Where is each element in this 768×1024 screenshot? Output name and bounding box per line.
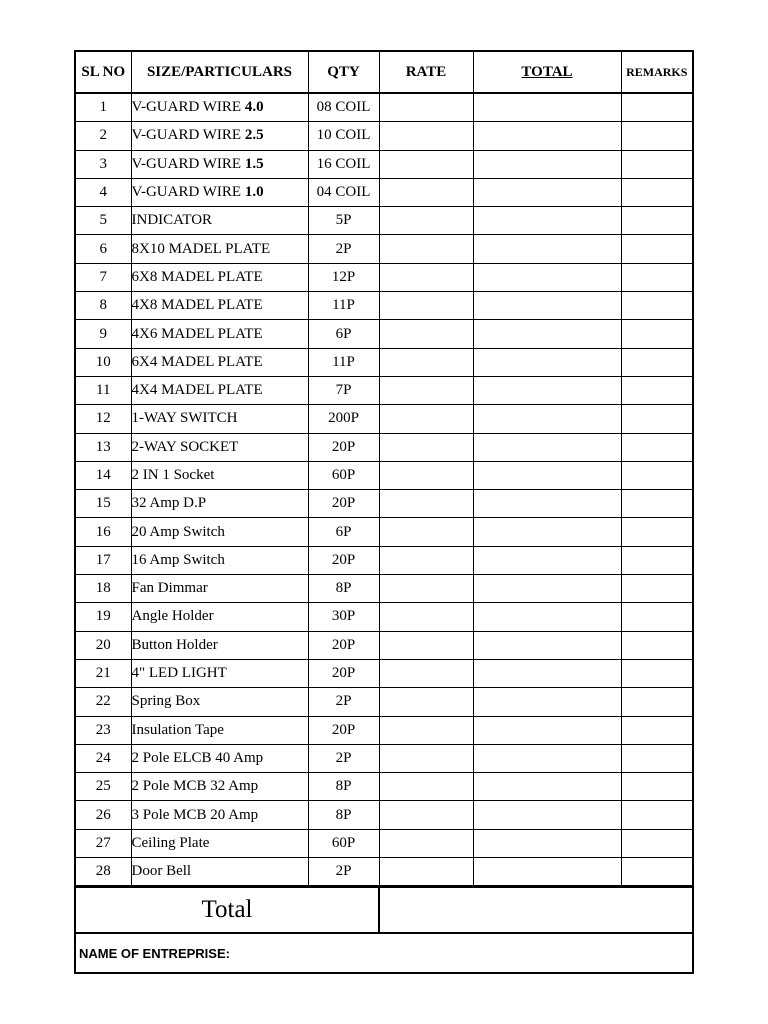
row-total[interactable] (473, 348, 621, 376)
table-row (75, 235, 693, 263)
item-name: 8X10 MADEL PLATE (131, 240, 271, 257)
row-sl-no: 26 (75, 801, 131, 829)
table-row (75, 178, 693, 206)
row-particulars (131, 631, 308, 659)
row-remarks[interactable] (621, 688, 693, 716)
row-sl-no: 21 (75, 659, 131, 687)
row-qty: 20P (308, 490, 379, 518)
row-rate[interactable] (379, 659, 473, 687)
row-particulars (131, 603, 308, 631)
row-particulars (131, 575, 308, 603)
row-total[interactable] (473, 93, 621, 122)
table-row (75, 603, 693, 631)
item-name: 4X4 MADEL PLATE (131, 382, 263, 399)
header-particulars: SIZE/PARTICULARS (131, 51, 308, 93)
row-particulars (131, 263, 308, 291)
row-total[interactable] (473, 263, 621, 291)
enterprise-name-field[interactable]: NAME OF ENTREPRISE: (75, 933, 693, 973)
row-particulars (131, 433, 308, 461)
row-particulars (131, 829, 308, 857)
row-particulars (131, 490, 308, 518)
item-name: V-GUARD WIRE (131, 99, 245, 116)
row-rate[interactable] (379, 801, 473, 829)
row-sl-no: 18 (75, 575, 131, 603)
row-rate[interactable] (379, 263, 473, 291)
row-sl-no: 7 (75, 263, 131, 291)
item-name: 6X4 MADEL PLATE (131, 353, 263, 370)
row-sl-no: 28 (75, 858, 131, 887)
item-name: Spring Box (131, 693, 201, 710)
enterprise-row (75, 933, 693, 973)
row-remarks[interactable] (621, 490, 693, 518)
table-row (75, 150, 693, 178)
total-label: Total (75, 887, 379, 933)
row-rate[interactable] (379, 376, 473, 404)
row-remarks[interactable] (621, 829, 693, 857)
row-sl-no: 1 (75, 93, 131, 122)
row-sl-no: 3 (75, 150, 131, 178)
item-name: 2 Pole ELCB 40 Amp (131, 749, 264, 766)
items-body (75, 93, 693, 886)
row-total[interactable] (473, 490, 621, 518)
table-row (75, 292, 693, 320)
row-remarks[interactable] (621, 744, 693, 772)
row-remarks[interactable] (621, 603, 693, 631)
row-total[interactable] (473, 546, 621, 574)
row-qty: 6P (308, 518, 379, 546)
row-qty: 8P (308, 773, 379, 801)
row-qty: 20P (308, 659, 379, 687)
row-rate[interactable] (379, 575, 473, 603)
row-sl-no: 20 (75, 631, 131, 659)
row-remarks[interactable] (621, 631, 693, 659)
row-qty: 200P (308, 405, 379, 433)
item-name: Angle Holder (131, 608, 214, 625)
row-qty: 7P (308, 376, 379, 404)
row-remarks[interactable] (621, 546, 693, 574)
row-particulars (131, 744, 308, 772)
row-remarks[interactable] (621, 461, 693, 489)
row-total[interactable] (473, 292, 621, 320)
row-rate[interactable] (379, 631, 473, 659)
row-particulars (131, 659, 308, 687)
item-name: 2-WAY SOCKET (131, 438, 239, 455)
item-name: V-GUARD WIRE (131, 155, 245, 172)
row-remarks[interactable] (621, 235, 693, 263)
item-name: Door Bell (131, 863, 192, 880)
row-remarks[interactable] (621, 716, 693, 744)
row-rate[interactable] (379, 716, 473, 744)
row-rate[interactable] (379, 433, 473, 461)
table-row (75, 518, 693, 546)
item-name: 4" LED LIGHT (131, 665, 227, 682)
row-qty: 20P (308, 546, 379, 574)
row-total[interactable] (473, 150, 621, 178)
table-row (75, 405, 693, 433)
row-qty: 60P (308, 461, 379, 489)
row-particulars (131, 207, 308, 235)
table-row (75, 716, 693, 744)
row-rate[interactable] (379, 292, 473, 320)
item-name: 3 Pole MCB 20 Amp (131, 806, 259, 823)
header-sl-no: SL NO (75, 51, 131, 93)
row-qty: 20P (308, 716, 379, 744)
row-particulars (131, 405, 308, 433)
row-rate[interactable] (379, 546, 473, 574)
row-remarks[interactable] (621, 122, 693, 150)
item-name: 20 Amp Switch (131, 523, 225, 540)
row-remarks[interactable] (621, 292, 693, 320)
item-name: 4X8 MADEL PLATE (131, 297, 263, 314)
row-remarks[interactable] (621, 376, 693, 404)
row-sl-no: 6 (75, 235, 131, 263)
row-total[interactable] (473, 716, 621, 744)
row-remarks[interactable] (621, 858, 693, 887)
item-name: 32 Amp D.P (131, 495, 207, 512)
row-sl-no: 5 (75, 207, 131, 235)
row-rate[interactable] (379, 490, 473, 518)
row-sl-no: 17 (75, 546, 131, 574)
row-remarks[interactable] (621, 207, 693, 235)
row-qty: 2P (308, 744, 379, 772)
row-qty: 11P (308, 292, 379, 320)
row-rate[interactable] (379, 122, 473, 150)
table-row (75, 490, 693, 518)
table-row (75, 688, 693, 716)
table-row (75, 773, 693, 801)
table-row (75, 461, 693, 489)
table-row (75, 207, 693, 235)
row-total[interactable] (473, 829, 621, 857)
row-remarks[interactable] (621, 178, 693, 206)
row-rate[interactable] (379, 829, 473, 857)
row-rate[interactable] (379, 207, 473, 235)
row-total[interactable] (473, 688, 621, 716)
row-remarks[interactable] (621, 93, 693, 122)
row-total[interactable] (473, 235, 621, 263)
row-particulars (131, 348, 308, 376)
row-qty: 5P (308, 207, 379, 235)
row-rate[interactable] (379, 93, 473, 122)
header-remarks: REMARKS (621, 51, 693, 93)
row-sl-no: 14 (75, 461, 131, 489)
row-particulars (131, 376, 308, 404)
item-name: Insulation Tape (131, 721, 224, 738)
row-sl-no: 24 (75, 744, 131, 772)
row-total[interactable] (473, 773, 621, 801)
wire-gauge: 1.0 (244, 184, 264, 201)
item-name: V-GUARD WIRE (131, 184, 245, 201)
header-qty: QTY (308, 51, 379, 93)
row-qty: 12P (308, 263, 379, 291)
item-name: 16 Amp Switch (131, 551, 225, 568)
wire-gauge: 4.0 (244, 99, 264, 116)
row-qty: 08 COIL (308, 93, 379, 122)
table-row (75, 263, 693, 291)
row-rate[interactable] (379, 235, 473, 263)
row-particulars (131, 518, 308, 546)
row-rate[interactable] (379, 518, 473, 546)
row-particulars (131, 461, 308, 489)
row-particulars (131, 546, 308, 574)
table-row (75, 801, 693, 829)
row-qty: 2P (308, 688, 379, 716)
item-name: 6X8 MADEL PLATE (131, 268, 263, 285)
footer-table (74, 886, 694, 974)
row-sl-no: 13 (75, 433, 131, 461)
row-rate[interactable] (379, 744, 473, 772)
row-particulars (131, 122, 308, 150)
row-remarks[interactable] (621, 150, 693, 178)
table-row (75, 320, 693, 348)
row-rate[interactable] (379, 178, 473, 206)
quotation-sheet (74, 50, 692, 974)
row-total[interactable] (473, 207, 621, 235)
row-qty: 16 COIL (308, 150, 379, 178)
row-rate[interactable] (379, 603, 473, 631)
row-remarks[interactable] (621, 773, 693, 801)
row-total[interactable] (473, 405, 621, 433)
row-particulars (131, 320, 308, 348)
row-sl-no: 23 (75, 716, 131, 744)
row-remarks[interactable] (621, 263, 693, 291)
row-total[interactable] (473, 744, 621, 772)
table-row (75, 376, 693, 404)
item-name: 2 Pole MCB 32 Amp (131, 778, 259, 795)
row-total[interactable] (473, 122, 621, 150)
row-rate[interactable] (379, 320, 473, 348)
item-name: V-GUARD WIRE (131, 127, 245, 144)
row-rate[interactable] (379, 150, 473, 178)
row-total[interactable] (473, 461, 621, 489)
row-sl-no: 8 (75, 292, 131, 320)
row-qty: 04 COIL (308, 178, 379, 206)
total-row (75, 887, 693, 933)
row-remarks[interactable] (621, 518, 693, 546)
row-particulars (131, 858, 308, 887)
wire-gauge: 2.5 (244, 127, 264, 144)
row-total[interactable] (473, 433, 621, 461)
table-row (75, 744, 693, 772)
table-row (75, 575, 693, 603)
row-sl-no: 22 (75, 688, 131, 716)
row-qty: 20P (308, 433, 379, 461)
row-particulars (131, 688, 308, 716)
table-row (75, 93, 693, 122)
table-row (75, 122, 693, 150)
row-rate[interactable] (379, 461, 473, 489)
row-rate[interactable] (379, 348, 473, 376)
item-name: Fan Dimmar (131, 580, 208, 597)
row-total[interactable] (473, 518, 621, 546)
row-rate[interactable] (379, 405, 473, 433)
table-row (75, 858, 693, 887)
wire-gauge: 1.5 (244, 155, 264, 172)
row-total[interactable] (473, 801, 621, 829)
item-name: 1-WAY SWITCH (131, 410, 238, 427)
row-qty: 20P (308, 631, 379, 659)
row-total[interactable] (473, 603, 621, 631)
row-particulars (131, 93, 308, 122)
row-remarks[interactable] (621, 659, 693, 687)
item-name: 4X6 MADEL PLATE (131, 325, 263, 342)
row-sl-no: 19 (75, 603, 131, 631)
row-particulars (131, 801, 308, 829)
row-total[interactable] (473, 659, 621, 687)
row-particulars (131, 150, 308, 178)
row-total[interactable] (473, 631, 621, 659)
row-qty: 60P (308, 829, 379, 857)
row-sl-no: 15 (75, 490, 131, 518)
header-row (75, 51, 693, 93)
table-row (75, 348, 693, 376)
row-particulars (131, 178, 308, 206)
table-row (75, 659, 693, 687)
row-remarks[interactable] (621, 348, 693, 376)
table-row (75, 546, 693, 574)
row-sl-no: 12 (75, 405, 131, 433)
row-qty: 6P (308, 320, 379, 348)
row-particulars (131, 716, 308, 744)
row-particulars (131, 235, 308, 263)
row-sl-no: 16 (75, 518, 131, 546)
row-qty: 2P (308, 235, 379, 263)
row-rate[interactable] (379, 688, 473, 716)
items-table (74, 50, 694, 887)
row-total[interactable] (473, 320, 621, 348)
row-sl-no: 25 (75, 773, 131, 801)
row-sl-no: 2 (75, 122, 131, 150)
row-sl-no: 4 (75, 178, 131, 206)
table-row (75, 829, 693, 857)
table-row (75, 631, 693, 659)
row-rate[interactable] (379, 773, 473, 801)
row-remarks[interactable] (621, 801, 693, 829)
row-qty: 8P (308, 801, 379, 829)
row-rate[interactable] (379, 858, 473, 887)
row-particulars (131, 773, 308, 801)
row-particulars (131, 292, 308, 320)
row-sl-no: 9 (75, 320, 131, 348)
row-total[interactable] (473, 376, 621, 404)
item-name: 2 IN 1 Socket (131, 467, 215, 483)
row-qty: 10 COIL (308, 122, 379, 150)
item-name: INDICATOR (131, 212, 213, 229)
header-total (473, 51, 621, 93)
row-qty: 11P (308, 348, 379, 376)
row-remarks[interactable] (621, 433, 693, 461)
row-qty: 2P (308, 858, 379, 887)
table-row (75, 433, 693, 461)
header-rate: RATE (379, 51, 473, 93)
item-name: Ceiling Plate (131, 834, 210, 851)
row-qty: 8P (308, 575, 379, 603)
row-remarks[interactable] (621, 320, 693, 348)
row-sl-no: 27 (75, 829, 131, 857)
total-value-cell[interactable] (379, 887, 693, 933)
row-total[interactable] (473, 575, 621, 603)
row-total[interactable] (473, 858, 621, 887)
row-sl-no: 11 (75, 376, 131, 404)
row-sl-no: 10 (75, 348, 131, 376)
row-total[interactable] (473, 178, 621, 206)
row-qty: 30P (308, 603, 379, 631)
header-total-label: TOTAL (521, 63, 573, 80)
row-remarks[interactable] (621, 405, 693, 433)
row-remarks[interactable] (621, 575, 693, 603)
item-name: Button Holder (131, 636, 218, 653)
